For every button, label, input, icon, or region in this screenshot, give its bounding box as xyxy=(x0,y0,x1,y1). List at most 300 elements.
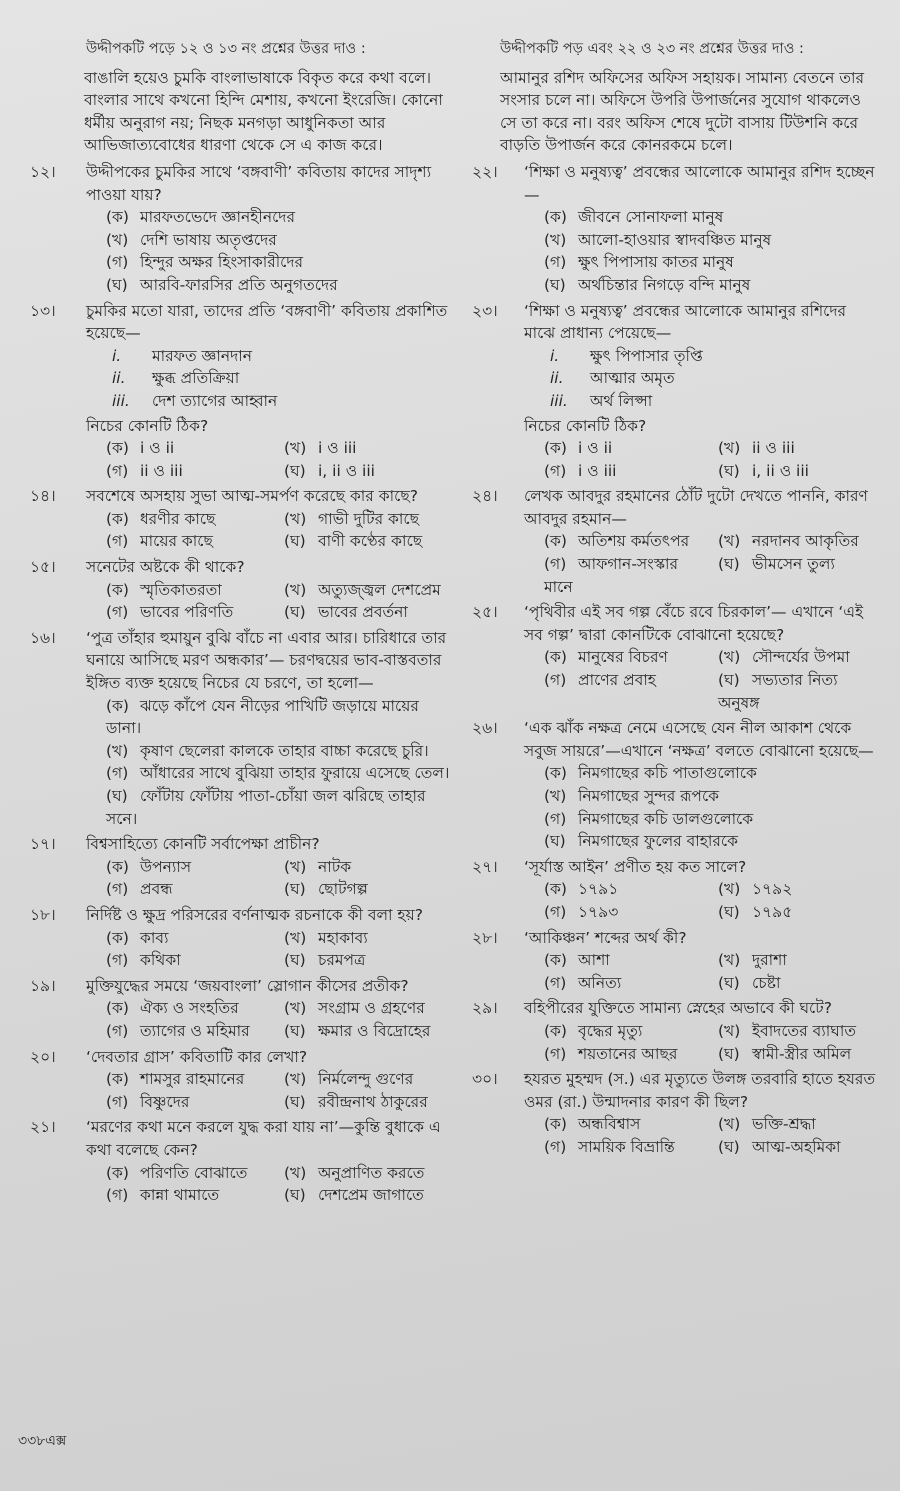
answer-option xyxy=(96,1162,274,1185)
right-column xyxy=(472,38,882,1159)
option-text: নিমগাছের কচি ডালগুলোকে xyxy=(578,809,754,828)
option-label: (খ) xyxy=(284,439,307,458)
option-label: (খ) xyxy=(284,580,307,599)
option-text: ১৭৯১ xyxy=(578,880,619,899)
question-stem: মুক্তিযুদ্ধের সময়ে ‘জয়বাংলা’ স্লোগান কীসের প্রতীক? xyxy=(86,976,409,995)
question-number: ১৯। xyxy=(30,976,56,995)
option-label: (ক) xyxy=(106,928,129,947)
question-stem: বহিপীরের যুক্তিতে সামান্য স্নেহের অভাবে কী ঘটে? xyxy=(524,999,832,1018)
option-text: প্রাণের প্রবাহ xyxy=(578,671,656,690)
options-group xyxy=(524,949,882,994)
answer-option xyxy=(274,508,452,531)
option-label: (ঘ) xyxy=(284,880,306,899)
option-text: নিমগাছের সুন্দর রূপকে xyxy=(578,787,720,805)
options-group xyxy=(86,695,452,831)
question-stem: ‘সূর্যাস্ত আইন’ প্রণীত হয় কত সালে? xyxy=(524,857,747,876)
option-label: (ঘ) xyxy=(718,1044,740,1063)
answer-option xyxy=(534,1136,708,1159)
option-text: আত্ম-অহমিকা xyxy=(752,1137,841,1156)
option-label: (ক) xyxy=(106,1163,129,1182)
stimulus-passage: বাঙালি হয়েও চুমকি বাংলাভাষাকে বিকৃত করে কথা বলে। বাংলার সাথে কখনো হিন্দি মেশায়, কখনো ইংরেজি। কোনো ধর্মীয় অনুরাগ নয়; নিছক মনগড়া আধুনিকতা আর আভিজাত্যবোধের ধারণা থেকে সে এ কাজ করে। xyxy=(84,68,443,155)
options-group xyxy=(86,856,452,901)
option-label: (গ) xyxy=(106,603,129,622)
option-text: গাভী দুটির কাছে xyxy=(318,509,420,528)
question-number: ১২। xyxy=(30,162,56,181)
answer-option xyxy=(86,229,452,252)
option-text: আফগান-সংস্কার মানে xyxy=(544,555,679,596)
options-group xyxy=(86,508,452,553)
question-number: ২৪। xyxy=(472,487,498,506)
option-text: মায়ের কাছে xyxy=(140,532,213,551)
statement-label: ii. xyxy=(550,369,564,388)
option-label: (খ) xyxy=(284,509,307,528)
answer-option xyxy=(708,972,882,995)
option-text: নিমগাছের ফুলের বাহারকে xyxy=(578,832,738,851)
option-text: শামসুর রাহমানের xyxy=(140,1070,245,1089)
statement-label: iii. xyxy=(112,391,130,410)
question-stem: চুমকির মতো যারা, তাদের প্রতি ‘বঙ্গবাণী’ কবিতায় প্রকাশিত হয়েছে— xyxy=(86,301,448,343)
answer-option xyxy=(708,1020,882,1043)
answer-option xyxy=(534,901,708,924)
question-item xyxy=(472,717,882,853)
question-number: ২৫। xyxy=(472,603,498,622)
option-text: ভীমসেন তুল্য xyxy=(752,555,835,574)
answer-option xyxy=(708,878,882,901)
options-group xyxy=(86,1162,452,1207)
question-number: ২০। xyxy=(30,1047,56,1066)
question-item xyxy=(30,627,452,830)
option-text: সৌন্দর্যের উপমা xyxy=(752,648,850,667)
answer-option xyxy=(708,646,882,669)
answer-option xyxy=(274,949,452,972)
statement-text: আত্মার অমৃত xyxy=(590,369,675,388)
statement-label: ii. xyxy=(112,369,126,388)
option-text: কাব্য xyxy=(140,928,169,947)
answer-option xyxy=(524,785,882,808)
answer-option xyxy=(274,1184,452,1207)
option-label: (ক) xyxy=(544,951,567,970)
answer-option xyxy=(86,274,452,297)
answer-option xyxy=(534,460,708,483)
option-label: (গ) xyxy=(106,532,129,551)
option-label: (ঘ) xyxy=(718,973,740,992)
option-label: (ক) xyxy=(106,857,129,876)
answer-option xyxy=(96,601,274,624)
question-item xyxy=(472,161,882,297)
question-number: ২৩। xyxy=(472,301,498,320)
option-label: (খ) xyxy=(718,1021,741,1040)
statement-item xyxy=(86,367,452,390)
option-label: (ক) xyxy=(544,439,567,458)
option-text: নির্মলেন্দু গুণের xyxy=(318,1070,414,1089)
option-label: (খ) xyxy=(284,999,307,1018)
option-label: (গ) xyxy=(544,253,567,272)
option-label: (ঘ) xyxy=(284,1186,306,1205)
answer-option xyxy=(274,460,452,483)
option-text: ভক্তি-শ্রদ্ধা xyxy=(752,1115,816,1134)
option-label: (ঘ) xyxy=(544,275,566,294)
answer-option xyxy=(534,949,708,972)
option-label: (খ) xyxy=(718,532,741,551)
statement-item xyxy=(524,390,882,413)
option-text: ১৭৯৫ xyxy=(752,902,793,921)
answer-option xyxy=(274,927,452,950)
option-text: নিমগাছের কচি পাতাগুলোকে xyxy=(578,764,757,783)
answer-option xyxy=(274,1020,452,1043)
option-text: ধরণীর কাছে xyxy=(140,509,216,528)
option-label: (গ) xyxy=(106,951,129,970)
question-item xyxy=(30,1046,452,1114)
option-label: (খ) xyxy=(718,1115,741,1134)
question-item xyxy=(472,601,882,714)
option-label: (ক) xyxy=(544,532,567,551)
option-label: (গ) xyxy=(544,555,567,574)
statement-label: i. xyxy=(112,346,122,365)
statement-label: iii. xyxy=(550,391,568,410)
statement-item xyxy=(86,390,452,413)
option-label: (ঘ) xyxy=(718,461,740,480)
option-text: পরিণতি বোঝাতে xyxy=(140,1163,248,1182)
option-text: ছোটগল্প xyxy=(318,880,368,899)
answer-option xyxy=(96,878,274,901)
option-text: আরবি-ফারসির প্রতি অনুগতদের xyxy=(140,275,338,294)
options-group xyxy=(86,997,452,1042)
statement-text: ক্ষুৎ পিপাসার তৃপ্তি xyxy=(590,346,703,365)
answer-option xyxy=(524,808,882,831)
option-label: (গ) xyxy=(544,809,567,828)
answer-option xyxy=(708,1136,882,1159)
option-text: ii ও iii xyxy=(140,461,183,480)
question-number: ২৭। xyxy=(472,857,498,876)
option-label: (গ) xyxy=(106,253,129,272)
answer-option xyxy=(96,508,274,531)
option-text: সভ্যতার নিত্য অনুষঙ্গ xyxy=(718,671,838,712)
option-text: i, ii ও iii xyxy=(318,461,375,480)
options-group xyxy=(86,927,452,972)
options-group xyxy=(86,206,452,296)
option-text: ত্যাগের ও মহিমার xyxy=(140,1021,250,1040)
option-text: নরদানব আকৃতির xyxy=(752,532,859,551)
answer-option xyxy=(524,830,882,853)
question-item xyxy=(30,300,452,483)
answer-option xyxy=(534,553,708,598)
question-number: ২৮। xyxy=(472,928,498,947)
question-item xyxy=(472,927,882,995)
option-text: ১৭৯২ xyxy=(752,880,793,899)
answer-option xyxy=(708,553,882,598)
option-text: নাটক xyxy=(318,857,352,876)
answer-option xyxy=(96,1020,274,1043)
option-text: সাময়িক বিভ্রান্তি xyxy=(578,1137,675,1156)
question-number: ২২। xyxy=(472,162,498,181)
option-label: (খ) xyxy=(284,1163,307,1182)
answer-option xyxy=(534,972,708,995)
option-label: (ঘ) xyxy=(106,275,128,294)
option-label: (ঘ) xyxy=(544,832,566,851)
question-prompt: নিচের কোনটি ঠিক? xyxy=(86,416,209,435)
option-label: (ঘ) xyxy=(284,1021,306,1040)
option-label: (ঘ) xyxy=(284,461,306,480)
stimulus-heading: উদ্দীপকটি পড়ে ১২ ও ১৩ নং প্রশ্নের উত্তর দাও : xyxy=(86,41,366,57)
answer-option xyxy=(86,785,452,830)
option-label: (ঘ) xyxy=(284,532,306,551)
option-label: (ক) xyxy=(544,208,567,227)
question-stem: সনেটের অষ্টকে কী থাকে? xyxy=(86,558,245,577)
option-text: মারফতভেদে জ্ঞানহীনদের xyxy=(140,208,295,227)
question-number: ১৭। xyxy=(30,835,56,854)
question-stem: ‘শিক্ষা ও মনুষ্যত্ব’ প্রবন্ধের আলোকে আমানুর রশিদ হচ্ছেন— xyxy=(524,162,875,204)
question-number: ১৮। xyxy=(30,905,56,924)
option-label: (খ) xyxy=(284,857,307,876)
answer-option xyxy=(274,437,452,460)
answer-option xyxy=(708,901,882,924)
option-text: আলো-হাওয়ার স্বাদবঞ্চিত মানুষ xyxy=(578,230,772,249)
option-label: (ক) xyxy=(106,999,129,1018)
answer-option xyxy=(708,1043,882,1066)
option-text: ভাবের পরিণতি xyxy=(140,603,234,622)
question-stem: উদ্দীপকের চুমকির সাথে ‘বঙ্গবাণী’ কবিতায় কাদের সাদৃশ্য পাওয়া যায়? xyxy=(86,162,432,204)
question-item xyxy=(30,904,452,972)
answer-option xyxy=(708,437,882,460)
answer-option xyxy=(86,762,452,785)
answer-option xyxy=(96,997,274,1020)
option-text: হিন্দুর অক্ষর হিংসাকারীদের xyxy=(140,253,304,272)
answer-option xyxy=(86,206,452,229)
answer-option xyxy=(96,927,274,950)
option-text: ফোঁটায় ফোঁটায় পাতা-চোঁয়া জল ঝরিছে তাহার সনে। xyxy=(106,787,426,828)
option-label: (খ) xyxy=(284,928,307,947)
stimulus-heading: উদ্দীপকটি পড় এবং ২২ ও ২৩ নং প্রশ্নের উত্তর দাও : xyxy=(500,41,804,57)
answer-option xyxy=(96,856,274,879)
option-text: আঁধারের সাথে বুঝিয়া তাহার ফুরায়ে এসেছে তেল। xyxy=(140,764,450,783)
answer-option xyxy=(708,460,882,483)
question-stem: ‘মরণের কথা মনে করলে যুদ্ধ করা যায় না’—কুন্তি বুধাকে এ কথা বলেছে কেন? xyxy=(86,1118,441,1159)
option-label: (খ) xyxy=(106,230,129,249)
option-label: (ক) xyxy=(106,580,129,599)
question-list xyxy=(472,161,882,1159)
option-label: (গ) xyxy=(106,461,129,480)
question-item xyxy=(472,856,882,924)
left-column xyxy=(30,38,452,1207)
question-stem: ‘পুত্র তাঁহার হুমায়ুন বুঝি বাঁচে না এবার আর। চারিধারে তার ঘনায়ে আসিছে মরণ অন্ধকার’— চরণদ্বয়ের ভাব-বাস্তবতার ইঙ্গিত ব্যক্ত হয়েছে নিচের যে চরণে, তা হলো— xyxy=(86,628,447,693)
answer-option xyxy=(274,878,452,901)
option-label: (ক) xyxy=(544,1115,567,1134)
statement-item xyxy=(524,367,882,390)
option-text: অনিত্য xyxy=(578,973,622,992)
question-stem: লেখক আবদুর রহমানের ঠোঁট দুটো দেখতে পাননি, কারণ আবদুর রহমান— xyxy=(524,487,868,528)
answer-option xyxy=(524,229,882,252)
options-group xyxy=(524,437,882,482)
answer-option xyxy=(274,856,452,879)
option-text: ঝড়ে কাঁপে যেন নীড়ের পাখিটি জড়ায়ে মায়ের ডানা। xyxy=(106,696,419,738)
question-item xyxy=(472,300,882,483)
question-item xyxy=(30,833,452,901)
options-group xyxy=(524,762,882,852)
question-stem: সবশেষে অসহায় সুভা আত্ম-সমর্পণ করেছে কার কাছে? xyxy=(86,487,418,506)
option-text: বিষ্ণুদের xyxy=(140,1092,190,1111)
option-text: বাণী কণ্ঠের কাছে xyxy=(318,532,423,551)
option-text: কৃষাণ ছেলেরা কালকে তাহার বাচ্চা করেছে চুরি। xyxy=(140,741,429,760)
answer-option xyxy=(524,274,882,297)
question-item xyxy=(30,161,452,297)
option-label: (খ) xyxy=(106,741,129,760)
answer-option xyxy=(534,878,708,901)
answer-option xyxy=(708,669,882,714)
question-number: ১৪। xyxy=(30,487,56,506)
answer-option xyxy=(96,1068,274,1091)
question-item xyxy=(30,975,452,1043)
option-text: বৃদ্ধের মৃত্যু xyxy=(578,1021,643,1040)
option-label: (খ) xyxy=(718,648,741,667)
options-group xyxy=(524,646,882,714)
answer-option xyxy=(524,206,882,229)
option-text: মানুষের বিচরণ xyxy=(578,648,668,667)
question-item xyxy=(472,997,882,1065)
option-label: (ক) xyxy=(544,880,567,899)
answer-option xyxy=(524,762,882,785)
option-label: (ক) xyxy=(544,764,567,783)
option-label: (ঘ) xyxy=(718,555,740,574)
options-group xyxy=(86,437,452,482)
answer-option xyxy=(86,695,452,740)
statement-label: i. xyxy=(550,346,560,365)
option-label: (ক) xyxy=(106,509,129,528)
option-text: অনুপ্রাণিত করতে xyxy=(318,1163,425,1182)
option-label: (খ) xyxy=(544,787,567,805)
option-label: (ক) xyxy=(106,208,129,227)
answer-option xyxy=(534,1043,708,1066)
question-number: ১৫। xyxy=(30,558,56,577)
option-text: রবীন্দ্রনাথ ঠাকুরের xyxy=(318,1092,428,1111)
option-text: i ও ii xyxy=(140,439,175,458)
page-code: ৩৩৮এক্স xyxy=(18,1433,67,1449)
option-label: (ক) xyxy=(544,648,567,667)
option-label: (ঘ) xyxy=(284,1092,306,1111)
option-text: ভাবের প্রবর্তনা xyxy=(318,603,408,622)
option-text: ii ও iii xyxy=(752,439,795,458)
answer-option xyxy=(86,740,452,763)
question-number: ২১। xyxy=(30,1118,56,1137)
answer-option xyxy=(274,1091,452,1114)
question-prompt: নিচের কোনটি ঠিক? xyxy=(524,416,647,435)
answer-option xyxy=(534,530,708,553)
option-label: (ক) xyxy=(106,1070,129,1089)
option-text: ক্ষমার ও বিদ্রোহের xyxy=(318,1021,431,1040)
question-number: ১৬। xyxy=(30,628,56,647)
option-label: (ক) xyxy=(106,696,129,715)
option-label: (খ) xyxy=(544,230,567,249)
answer-option xyxy=(524,251,882,274)
option-text: দেশি ভাষায় অতৃপ্তদের xyxy=(140,230,277,249)
option-text: অর্থচিন্তার নিগড়ে বন্দি মানুষ xyxy=(578,275,751,294)
question-stem: নির্দিষ্ট ও ক্ষুদ্র পরিসরের বর্ণনাত্মক রচনাকে কী বলা হয়? xyxy=(86,905,423,924)
option-label: (গ) xyxy=(544,1137,567,1156)
option-text: দেশপ্রেম জাগাতে xyxy=(318,1186,424,1205)
question-number: ৩০। xyxy=(472,1070,498,1089)
question-stem: ‘শিক্ষা ও মনুষ্যত্ব’ প্রবন্ধের আলোকে আমানুর রশিদের মাঝে প্রাধান্য পেয়েছে— xyxy=(524,301,847,343)
question-stem: হযরত মুহম্মদ (স.) এর মৃত্যুতে উলঙ্গ তরবারি হাতে হযরত ওমর (রা.) উন্মাদনার কারণ কী ছিল? xyxy=(524,1070,876,1111)
option-text: ক্ষুৎ পিপাসায় কাতর মানুষ xyxy=(578,253,734,272)
statement-text: মারফত জ্ঞানদান xyxy=(152,346,252,365)
question-item xyxy=(30,556,452,624)
answer-option xyxy=(534,646,708,669)
stimulus-passage: আমানুর রশিদ অফিসের অফিস সহায়ক। সামান্য বেতনে তার সংসার চলে না। অফিসে উপরি উপার্জনের সুযোগ থাকলেও সে তা করে না। বরং অফিস শেষে দুটো বাসায় টিউশনি করে বাড়তি উপার্জন করে কোনরকমে চলে। xyxy=(500,68,864,155)
statement-item xyxy=(86,345,452,368)
option-text: অতিশয় কর্মতৎপর xyxy=(578,532,690,551)
option-label: (ঘ) xyxy=(718,902,740,921)
statement-text: অর্থ লিপ্সা xyxy=(590,391,653,410)
question-item xyxy=(30,485,452,553)
option-text: উপন্যাস xyxy=(140,857,192,876)
answer-option xyxy=(96,949,274,972)
answer-option xyxy=(274,601,452,624)
option-text: জীবনে সোনাফলা মানুষ xyxy=(578,208,724,227)
options-group xyxy=(524,1113,882,1158)
option-label: (গ) xyxy=(544,973,567,992)
option-text: অন্ধবিশ্বাস xyxy=(578,1115,641,1134)
answer-option xyxy=(96,530,274,553)
question-list xyxy=(30,161,452,1207)
answer-option xyxy=(534,1113,708,1136)
option-text: সংগ্রাম ও গ্রহণের xyxy=(318,999,425,1018)
option-label: (খ) xyxy=(718,880,741,899)
question-item xyxy=(472,1068,882,1158)
option-text: মহাকাব্য xyxy=(318,928,368,947)
option-text: i, ii ও iii xyxy=(752,461,809,480)
question-stem: বিশ্বসাহিত্যে কোনটি সর্বাপেক্ষা প্রাচীন? xyxy=(86,835,320,854)
answer-option xyxy=(708,530,882,553)
question-number: ১৩। xyxy=(30,301,56,320)
option-text: শয়তানের আছর xyxy=(578,1044,678,1063)
option-text: আশা xyxy=(578,951,610,970)
statement-text: ক্ষুব্ধ প্রতিক্রিয়া xyxy=(152,369,240,388)
option-text: চরমপত্র xyxy=(318,951,366,970)
options-group xyxy=(86,1068,452,1113)
question-number: ২৬। xyxy=(472,719,498,738)
option-label: (গ) xyxy=(106,1186,129,1205)
answer-option xyxy=(96,1091,274,1114)
option-label: (গ) xyxy=(106,880,129,899)
option-label: (গ) xyxy=(544,461,567,480)
option-label: (ঘ) xyxy=(718,1137,740,1156)
options-group xyxy=(524,878,882,923)
answer-option xyxy=(96,1184,274,1207)
options-group xyxy=(86,579,452,624)
question-item xyxy=(472,485,882,598)
option-label: (ঘ) xyxy=(284,603,306,622)
option-label: (খ) xyxy=(718,439,741,458)
option-label: (গ) xyxy=(544,671,567,690)
answer-option xyxy=(274,579,452,602)
question-item xyxy=(30,1116,452,1206)
option-text: চেষ্টা xyxy=(752,973,781,992)
answer-option xyxy=(96,437,274,460)
answer-option xyxy=(274,997,452,1020)
option-text: ঐক্য ও সংহতির xyxy=(140,999,239,1018)
question-stem: ‘এক ঝাঁক নক্ষত্র নেমে এসেছে যেন নীল আকাশ থেকে সবুজ সায়রে’—এখানে ‘নক্ষত্র’ বলতে বোঝানো হয়েছে— xyxy=(524,719,874,760)
answer-option xyxy=(96,460,274,483)
statement-text: দেশ ত্যাগের আহ্বান xyxy=(152,391,278,410)
question-number: ২৯। xyxy=(472,999,498,1018)
statement-item xyxy=(524,345,882,368)
option-label: (খ) xyxy=(718,951,741,970)
option-label: (গ) xyxy=(106,1021,129,1040)
answer-option xyxy=(708,949,882,972)
answer-option xyxy=(274,1068,452,1091)
question-stem: ‘দেবতার গ্রাস’ কবিতাটি কার লেখা? xyxy=(86,1047,308,1066)
options-group xyxy=(524,206,882,296)
option-text: i ও ii xyxy=(578,439,613,458)
